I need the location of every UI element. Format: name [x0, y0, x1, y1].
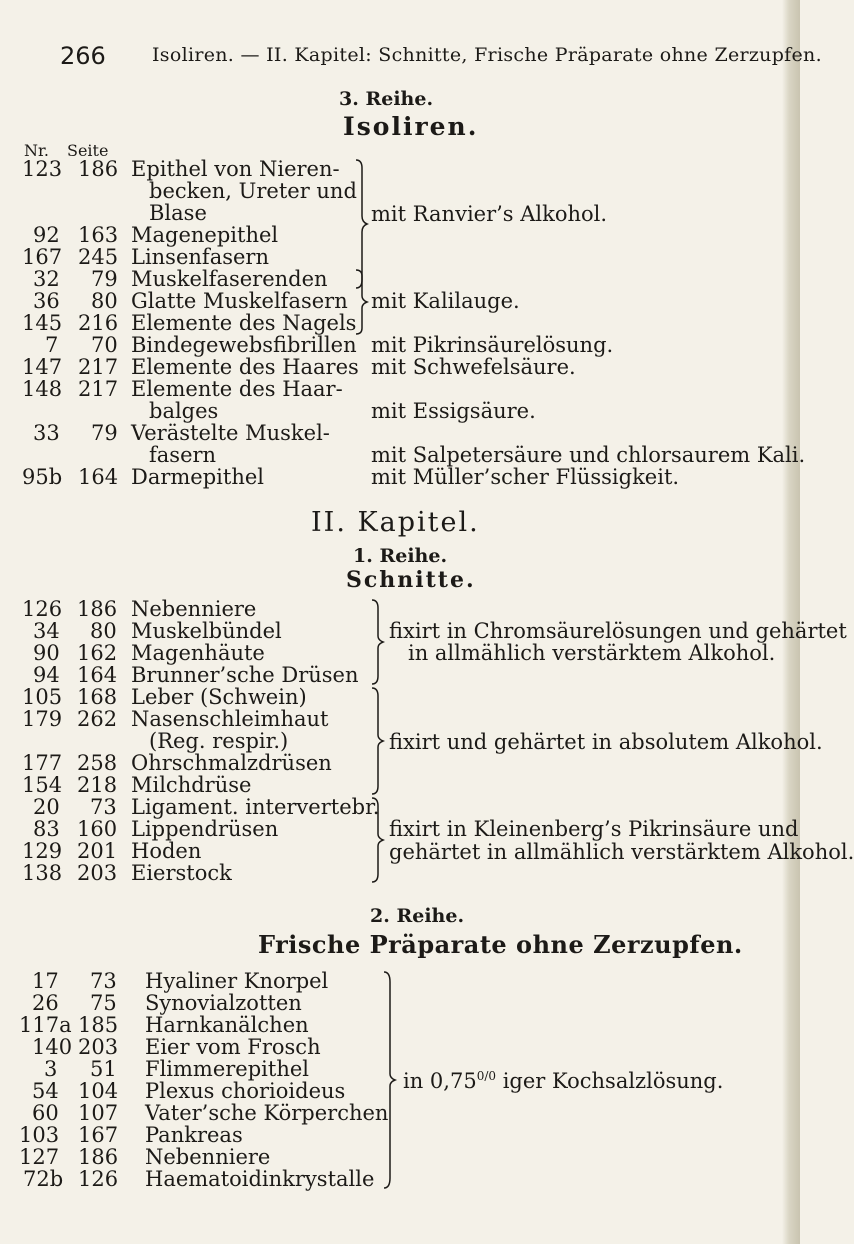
entry-nr: 145: [22, 311, 63, 335]
entry-text: Lippendrüsen: [131, 817, 279, 841]
entry-seite: 167: [78, 1123, 119, 1147]
method-kochsalz-prefix: in 0,75: [403, 1069, 477, 1093]
entry-seite: 70: [91, 333, 118, 357]
running-title: Isoliren. — II. Kapitel: Schnitte, Frische Präparate ohne Zerzupfen.: [152, 44, 822, 66]
entry-text: Elemente des Nagels: [131, 311, 357, 335]
method-text: mit Schwefelsäure.: [371, 355, 576, 379]
entry-text: Pankreas: [145, 1123, 243, 1147]
entry-seite: 73: [90, 795, 117, 819]
method-text: in allmählich verstärktem Alkohol.: [408, 641, 776, 665]
entry-text: Vater’sche Körperchen: [145, 1101, 389, 1125]
method-kochsalz: [403, 1069, 723, 1093]
entry-seite: 75: [90, 991, 117, 1015]
entry-text: Verästelte Muskel-: [131, 421, 330, 445]
entry-nr: 17: [32, 969, 59, 993]
entry-nr: 54: [32, 1079, 59, 1103]
entry-nr: 179: [22, 707, 63, 731]
entry-text: Hoden: [131, 839, 202, 863]
method-text: mit Müller’scher Flüssigkeit.: [371, 465, 680, 489]
brace-kleinenberg: [370, 796, 384, 884]
entry-seite: 104: [78, 1079, 119, 1103]
entry-nr: 117a: [19, 1013, 72, 1037]
entry-seite: 186: [78, 1145, 119, 1169]
entry-text: Nebenniere: [145, 1145, 271, 1169]
entry-nr: 94: [33, 663, 60, 687]
entry-seite: 186: [78, 157, 119, 181]
method-kochsalz-percent: 0/0: [476, 1069, 496, 1083]
entry-text: Eier vom Frosch: [145, 1035, 321, 1059]
entry-text: Ligament. intervertebr.: [131, 795, 380, 819]
entry-text: Elemente des Haares: [131, 355, 359, 379]
entry-seite: 262: [77, 707, 118, 731]
entry-nr: 20: [33, 795, 60, 819]
entry-seite: 218: [77, 773, 118, 797]
entry-nr: 95b: [22, 465, 63, 489]
entry-nr: 127: [19, 1145, 60, 1169]
section-title-isoliren: Isoliren.: [343, 112, 479, 141]
entry-nr: 138: [22, 861, 63, 885]
entry-nr: 105: [22, 685, 63, 709]
brace-kalilauge: [354, 268, 368, 336]
method-text: fixirt in Chromsäurelösungen und gehärtet: [389, 619, 847, 643]
entry-nr: 34: [33, 619, 60, 643]
entry-seite: 258: [77, 751, 118, 775]
entry-text: Nebenniere: [131, 597, 257, 621]
entry-text: becken, Ureter und: [149, 179, 357, 203]
entry-seite: 185: [78, 1013, 119, 1037]
entry-seite: 164: [77, 663, 118, 687]
entry-seite: 217: [78, 377, 119, 401]
entry-text: Linsenfasern: [131, 245, 269, 269]
entry-seite: 201: [77, 839, 118, 863]
entry-text: Muskelbündel: [131, 619, 282, 643]
entry-text: Blase: [149, 201, 207, 225]
entry-text: Epithel von Nieren-: [131, 157, 340, 181]
entry-nr: 26: [32, 991, 59, 1015]
entry-text: Eierstock: [131, 861, 232, 885]
entry-text: Plexus chorioideus: [145, 1079, 346, 1103]
brace-chromsaeure: [370, 598, 384, 686]
entry-seite: 245: [78, 245, 119, 269]
entry-seite: 79: [91, 267, 118, 291]
entry-nr: 72b: [23, 1167, 64, 1191]
entry-nr: 7: [45, 333, 59, 357]
column-header-nr: Nr.: [24, 141, 49, 160]
entry-text: Brunner’sche Drüsen: [131, 663, 359, 687]
entry-text: Synovialzotten: [145, 991, 302, 1015]
brace-kochsalz: [382, 970, 396, 1192]
entry-nr: 123: [22, 157, 63, 181]
entry-text: Darmepithel: [131, 465, 265, 489]
column-header-seite: Seite: [67, 141, 109, 160]
entry-nr: 148: [22, 377, 63, 401]
entry-nr: 60: [32, 1101, 59, 1125]
entry-text: Glatte Muskelfasern: [131, 289, 348, 313]
method-text: gehärtet in allmählich verstärktem Alkohol.: [389, 840, 854, 864]
section-title-schnitte: Schnitte.: [346, 567, 476, 593]
section-reihe-2: 2. Reihe.: [370, 905, 465, 927]
entry-nr: 140: [32, 1035, 73, 1059]
entry-text: Magenepithel: [131, 223, 279, 247]
entry-text: (Reg. respir.): [149, 729, 289, 753]
entry-seite: 79: [91, 421, 118, 445]
entry-text: Magenhäute: [131, 641, 265, 665]
entry-seite: 216: [78, 311, 119, 335]
entry-nr: 154: [22, 773, 63, 797]
section-title-frische: Frische Präparate ohne Zerzupfen.: [258, 930, 743, 959]
entry-text: Harnkanälchen: [145, 1013, 309, 1037]
method-text: mit Ranvier’s Alkohol.: [371, 202, 608, 226]
entry-nr: 83: [33, 817, 60, 841]
entry-seite: 80: [91, 289, 118, 313]
method-text: mit Kalilauge.: [371, 289, 520, 313]
section-reihe-3: 3. Reihe.: [339, 88, 434, 110]
entry-seite: 162: [77, 641, 118, 665]
entry-seite: 203: [77, 861, 118, 885]
entry-seite: 164: [78, 465, 119, 489]
method-text: fixirt in Kleinenberg’s Pikrinsäure und: [389, 817, 799, 841]
entry-text: Ohrschmalzdrüsen: [131, 751, 332, 775]
entry-text: Haematoidinkrystalle: [145, 1167, 375, 1191]
entry-text: Elemente des Haar-: [131, 377, 343, 401]
entry-seite: 203: [78, 1035, 119, 1059]
entry-text: Leber (Schwein): [131, 685, 307, 709]
entry-text: Hyaliner Knorpel: [145, 969, 329, 993]
entry-seite: 80: [90, 619, 117, 643]
entry-text: balges: [149, 399, 219, 423]
entry-nr: 129: [22, 839, 63, 863]
method-text: mit Essigsäure.: [371, 399, 536, 423]
page-number: 266: [60, 42, 106, 70]
entry-text: Nasenschleimhaut: [131, 707, 329, 731]
entry-seite: 126: [78, 1167, 119, 1191]
entry-seite: 217: [78, 355, 119, 379]
entry-nr: 32: [33, 267, 60, 291]
entry-nr: 126: [22, 597, 63, 621]
entry-nr: 147: [22, 355, 63, 379]
chapter-title: II. Kapitel.: [311, 507, 480, 538]
brace-absolut-alkohol: [370, 686, 384, 796]
entry-text: fasern: [149, 443, 217, 467]
entry-nr: 103: [19, 1123, 60, 1147]
method-text: mit Pikrinsäurelösung.: [371, 333, 614, 357]
entry-seite: 186: [77, 597, 118, 621]
entry-nr: 90: [33, 641, 60, 665]
entry-seite: 107: [78, 1101, 119, 1125]
entry-nr: 177: [22, 751, 63, 775]
entry-nr: 3: [44, 1057, 58, 1081]
method-text: mit Salpetersäure und chlorsaurem Kali.: [371, 443, 806, 467]
method-kochsalz-suffix: iger Kochsalzlösung.: [502, 1069, 724, 1093]
entry-nr: 167: [22, 245, 63, 269]
entry-seite: 73: [90, 969, 117, 993]
entry-text: Bindegewebsfibrillen: [131, 333, 357, 357]
entry-nr: 36: [33, 289, 60, 313]
entry-text: Flimmerepithel: [145, 1057, 309, 1081]
section-reihe-1: 1. Reihe.: [353, 545, 448, 567]
entry-nr: 33: [33, 421, 60, 445]
entry-seite: 160: [77, 817, 118, 841]
entry-text: Muskelfaserenden: [131, 267, 328, 291]
entry-nr: 92: [33, 223, 60, 247]
entry-seite: 51: [90, 1057, 117, 1081]
method-text: fixirt und gehärtet in absolutem Alkohol.: [389, 730, 823, 754]
entry-seite: 163: [78, 223, 119, 247]
entry-seite: 168: [77, 685, 118, 709]
entry-text: Milchdrüse: [131, 773, 252, 797]
